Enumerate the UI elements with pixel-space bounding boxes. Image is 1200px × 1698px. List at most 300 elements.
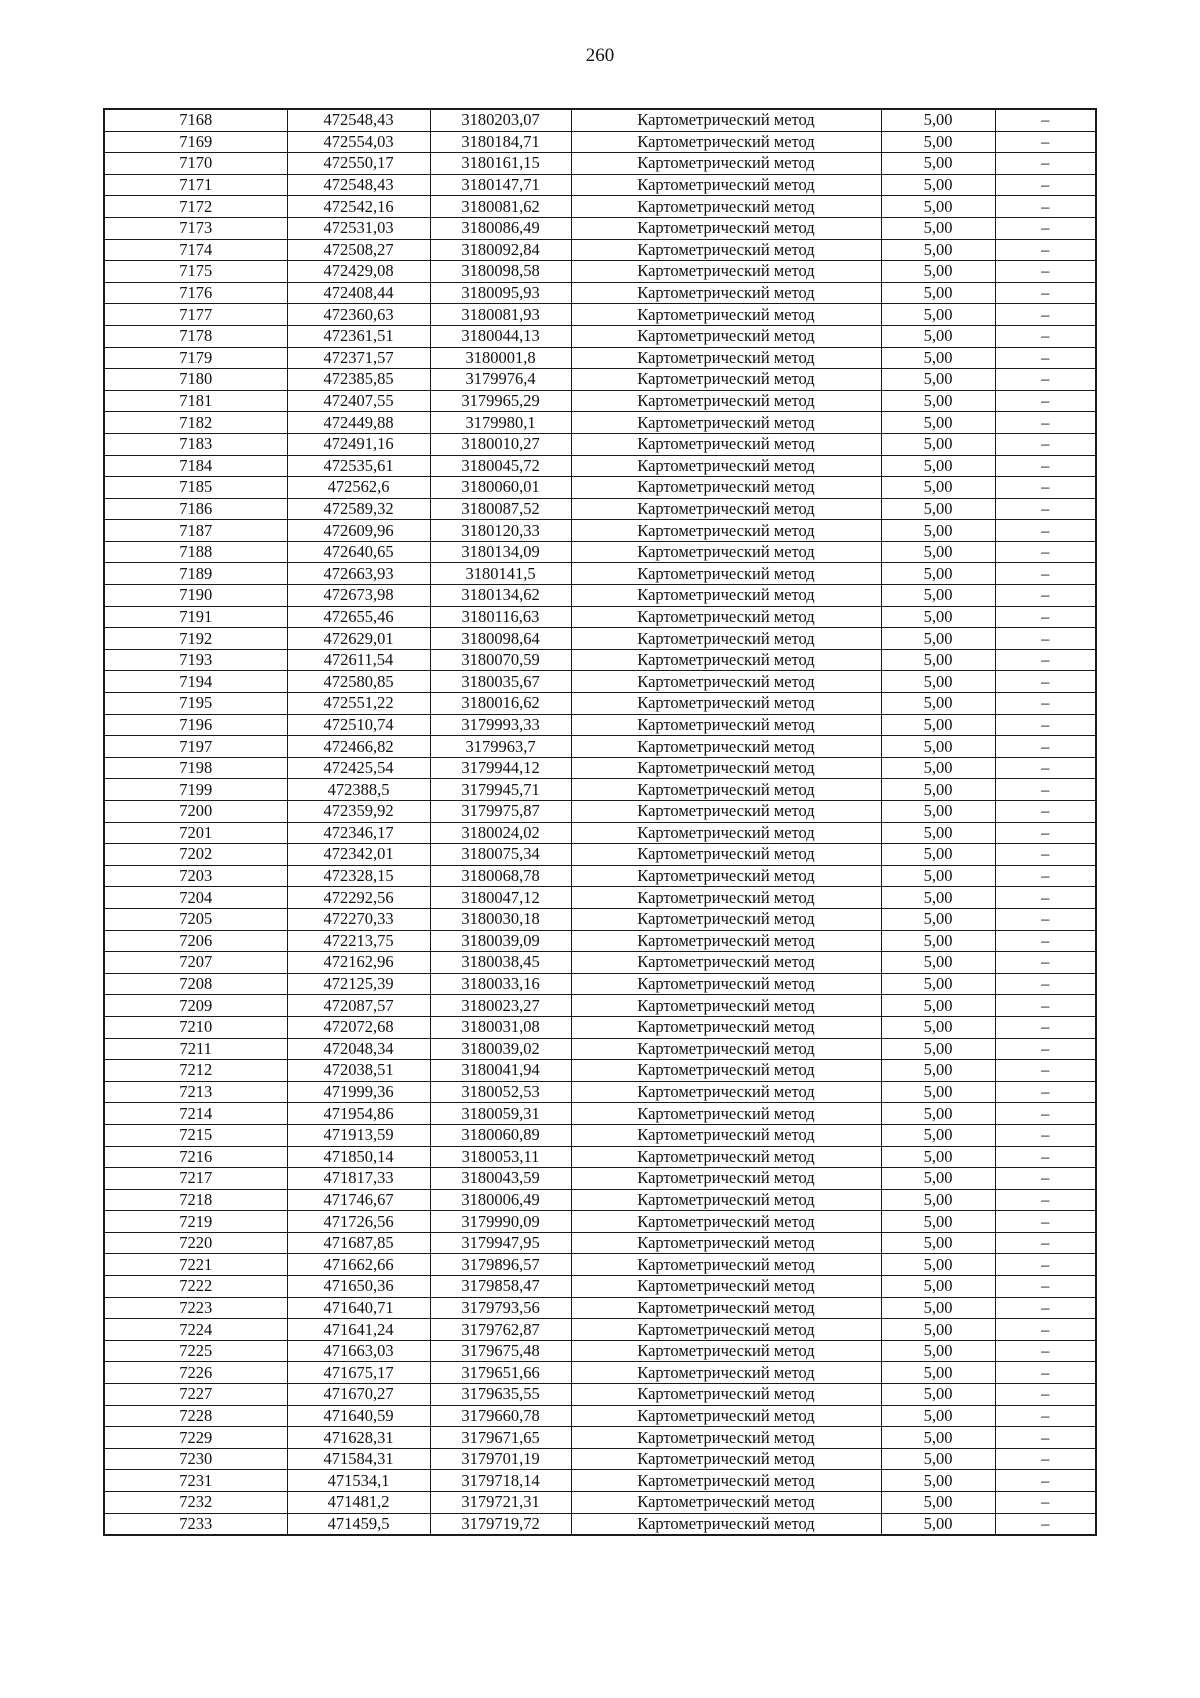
x-coordinate-cell: 472425,54 — [287, 757, 430, 779]
table-row — [104, 1060, 1096, 1082]
point-number-cell: 7180 — [104, 369, 287, 391]
method-cell: Картометрический метод — [571, 930, 881, 952]
x-coordinate-cell: 471640,71 — [287, 1297, 430, 1319]
accuracy-cell: 5,00 — [881, 1427, 995, 1449]
table-row — [104, 779, 1096, 801]
y-coordinate-cell: 3180043,59 — [430, 1168, 571, 1190]
y-coordinate-cell: 3180095,93 — [430, 282, 571, 304]
accuracy-cell: 5,00 — [881, 1362, 995, 1384]
table-row — [104, 1492, 1096, 1514]
accuracy-cell: 5,00 — [881, 477, 995, 499]
point-number-cell: 7201 — [104, 822, 287, 844]
accuracy-cell: 5,00 — [881, 628, 995, 650]
point-number-cell: 7220 — [104, 1232, 287, 1254]
x-coordinate-cell: 472629,01 — [287, 628, 430, 650]
x-coordinate-cell: 472328,15 — [287, 865, 430, 887]
method-cell: Картометрический метод — [571, 779, 881, 801]
accuracy-cell: 5,00 — [881, 1405, 995, 1427]
y-coordinate-cell: 3179993,33 — [430, 714, 571, 736]
point-number-cell: 7191 — [104, 606, 287, 628]
note-cell: – — [995, 606, 1096, 628]
x-coordinate-cell: 471662,66 — [287, 1254, 430, 1276]
method-cell: Картометрический метод — [571, 1060, 881, 1082]
table-row — [104, 520, 1096, 542]
x-coordinate-cell: 472535,61 — [287, 455, 430, 477]
method-cell: Картометрический метод — [571, 153, 881, 175]
coordinates-table-body — [104, 109, 1096, 1535]
table-row — [104, 952, 1096, 974]
method-cell: Картометрический метод — [571, 1016, 881, 1038]
table-row — [104, 1340, 1096, 1362]
method-cell: Картометрический метод — [571, 174, 881, 196]
note-cell: – — [995, 714, 1096, 736]
x-coordinate-cell: 472663,93 — [287, 563, 430, 585]
accuracy-cell: 5,00 — [881, 779, 995, 801]
point-number-cell: 7176 — [104, 282, 287, 304]
method-cell: Картометрический метод — [571, 1427, 881, 1449]
y-coordinate-cell: 3180033,16 — [430, 973, 571, 995]
note-cell: – — [995, 801, 1096, 823]
table-row — [104, 1276, 1096, 1298]
accuracy-cell: 5,00 — [881, 196, 995, 218]
note-cell: – — [995, 757, 1096, 779]
method-cell: Картометрический метод — [571, 1384, 881, 1406]
note-cell: – — [995, 1448, 1096, 1470]
y-coordinate-cell: 3179944,12 — [430, 757, 571, 779]
y-coordinate-cell: 3179965,29 — [430, 390, 571, 412]
accuracy-cell: 5,00 — [881, 952, 995, 974]
note-cell: – — [995, 908, 1096, 930]
point-number-cell: 7186 — [104, 498, 287, 520]
y-coordinate-cell: 3180006,49 — [430, 1189, 571, 1211]
x-coordinate-cell: 472360,63 — [287, 304, 430, 326]
table-row — [104, 369, 1096, 391]
y-coordinate-cell: 3179651,66 — [430, 1362, 571, 1384]
note-cell: – — [995, 369, 1096, 391]
method-cell: Картометрический метод — [571, 693, 881, 715]
point-number-cell: 7181 — [104, 390, 287, 412]
point-number-cell: 7188 — [104, 541, 287, 563]
y-coordinate-cell: 3180052,53 — [430, 1081, 571, 1103]
method-cell: Картометрический метод — [571, 1168, 881, 1190]
y-coordinate-cell: 3180031,08 — [430, 1016, 571, 1038]
method-cell: Картометрический метод — [571, 606, 881, 628]
y-coordinate-cell: 3180203,07 — [430, 109, 571, 131]
accuracy-cell: 5,00 — [881, 1081, 995, 1103]
point-number-cell: 7206 — [104, 930, 287, 952]
accuracy-cell: 5,00 — [881, 649, 995, 671]
y-coordinate-cell: 3180023,27 — [430, 995, 571, 1017]
x-coordinate-cell: 471913,59 — [287, 1124, 430, 1146]
table-row — [104, 239, 1096, 261]
table-row — [104, 174, 1096, 196]
x-coordinate-cell: 472589,32 — [287, 498, 430, 520]
note-cell: – — [995, 174, 1096, 196]
x-coordinate-cell: 472346,17 — [287, 822, 430, 844]
accuracy-cell: 5,00 — [881, 1319, 995, 1341]
accuracy-cell: 5,00 — [881, 585, 995, 607]
method-cell: Картометрический метод — [571, 1340, 881, 1362]
method-cell: Картометрический метод — [571, 455, 881, 477]
x-coordinate-cell: 471641,24 — [287, 1319, 430, 1341]
method-cell: Картометрический метод — [571, 995, 881, 1017]
x-coordinate-cell: 471481,2 — [287, 1492, 430, 1514]
x-coordinate-cell: 472371,57 — [287, 347, 430, 369]
accuracy-cell: 5,00 — [881, 1492, 995, 1514]
method-cell: Картометрический метод — [571, 1232, 881, 1254]
point-number-cell: 7215 — [104, 1124, 287, 1146]
method-cell: Картометрический метод — [571, 390, 881, 412]
point-number-cell: 7228 — [104, 1405, 287, 1427]
note-cell: – — [995, 1276, 1096, 1298]
table-row — [104, 736, 1096, 758]
accuracy-cell: 5,00 — [881, 930, 995, 952]
note-cell: – — [995, 239, 1096, 261]
point-number-cell: 7223 — [104, 1297, 287, 1319]
point-number-cell: 7226 — [104, 1362, 287, 1384]
accuracy-cell: 5,00 — [881, 801, 995, 823]
y-coordinate-cell: 3180087,52 — [430, 498, 571, 520]
point-number-cell: 7185 — [104, 477, 287, 499]
y-coordinate-cell: 3179990,09 — [430, 1211, 571, 1233]
table-row — [104, 1470, 1096, 1492]
x-coordinate-cell: 471584,31 — [287, 1448, 430, 1470]
y-coordinate-cell: 3179963,7 — [430, 736, 571, 758]
note-cell: – — [995, 455, 1096, 477]
method-cell: Картометрический метод — [571, 1470, 881, 1492]
x-coordinate-cell: 472580,85 — [287, 671, 430, 693]
note-cell: – — [995, 109, 1096, 131]
note-cell: – — [995, 1211, 1096, 1233]
table-row — [104, 196, 1096, 218]
method-cell: Картометрический метод — [571, 1513, 881, 1535]
table-row — [104, 1211, 1096, 1233]
accuracy-cell: 5,00 — [881, 109, 995, 131]
x-coordinate-cell: 471650,36 — [287, 1276, 430, 1298]
accuracy-cell: 5,00 — [881, 390, 995, 412]
point-number-cell: 7172 — [104, 196, 287, 218]
table-row — [104, 1146, 1096, 1168]
table-row — [104, 585, 1096, 607]
x-coordinate-cell: 472270,33 — [287, 908, 430, 930]
page-number: 260 — [585, 45, 615, 66]
point-number-cell: 7214 — [104, 1103, 287, 1125]
point-number-cell: 7170 — [104, 153, 287, 175]
point-number-cell: 7216 — [104, 1146, 287, 1168]
method-cell: Картометрический метод — [571, 1362, 881, 1384]
table-row — [104, 304, 1096, 326]
x-coordinate-cell: 471954,86 — [287, 1103, 430, 1125]
y-coordinate-cell: 3179762,87 — [430, 1319, 571, 1341]
note-cell: – — [995, 347, 1096, 369]
accuracy-cell: 5,00 — [881, 1016, 995, 1038]
accuracy-cell: 5,00 — [881, 736, 995, 758]
x-coordinate-cell: 472087,57 — [287, 995, 430, 1017]
note-cell: – — [995, 1016, 1096, 1038]
note-cell: – — [995, 1038, 1096, 1060]
y-coordinate-cell: 3179635,55 — [430, 1384, 571, 1406]
x-coordinate-cell: 472407,55 — [287, 390, 430, 412]
x-coordinate-cell: 472491,16 — [287, 433, 430, 455]
accuracy-cell: 5,00 — [881, 433, 995, 455]
y-coordinate-cell: 3180141,5 — [430, 563, 571, 585]
method-cell: Картометрический метод — [571, 1189, 881, 1211]
note-cell: – — [995, 995, 1096, 1017]
note-cell: – — [995, 1492, 1096, 1514]
y-coordinate-cell: 3180081,62 — [430, 196, 571, 218]
note-cell: – — [995, 930, 1096, 952]
point-number-cell: 7219 — [104, 1211, 287, 1233]
accuracy-cell: 5,00 — [881, 563, 995, 585]
y-coordinate-cell: 3180098,64 — [430, 628, 571, 650]
note-cell: – — [995, 1470, 1096, 1492]
x-coordinate-cell: 472611,54 — [287, 649, 430, 671]
note-cell: – — [995, 1168, 1096, 1190]
x-coordinate-cell: 472385,85 — [287, 369, 430, 391]
method-cell: Картометрический метод — [571, 1211, 881, 1233]
x-coordinate-cell: 471850,14 — [287, 1146, 430, 1168]
x-coordinate-cell: 472548,43 — [287, 109, 430, 131]
note-cell: – — [995, 1232, 1096, 1254]
accuracy-cell: 5,00 — [881, 1276, 995, 1298]
note-cell: – — [995, 887, 1096, 909]
y-coordinate-cell: 3179947,95 — [430, 1232, 571, 1254]
note-cell: – — [995, 196, 1096, 218]
method-cell: Картометрический метод — [571, 1081, 881, 1103]
accuracy-cell: 5,00 — [881, 520, 995, 542]
table-row — [104, 541, 1096, 563]
accuracy-cell: 5,00 — [881, 1470, 995, 1492]
accuracy-cell: 5,00 — [881, 498, 995, 520]
y-coordinate-cell: 3180039,09 — [430, 930, 571, 952]
y-coordinate-cell: 3180116,63 — [430, 606, 571, 628]
y-coordinate-cell: 3180060,89 — [430, 1124, 571, 1146]
y-coordinate-cell: 3180184,71 — [430, 131, 571, 153]
method-cell: Картометрический метод — [571, 844, 881, 866]
table-row — [104, 1384, 1096, 1406]
point-number-cell: 7199 — [104, 779, 287, 801]
y-coordinate-cell: 3179976,4 — [430, 369, 571, 391]
accuracy-cell: 5,00 — [881, 995, 995, 1017]
table-row — [104, 1254, 1096, 1276]
accuracy-cell: 5,00 — [881, 757, 995, 779]
method-cell: Картометрический метод — [571, 757, 881, 779]
point-number-cell: 7196 — [104, 714, 287, 736]
point-number-cell: 7210 — [104, 1016, 287, 1038]
x-coordinate-cell: 471999,36 — [287, 1081, 430, 1103]
table-row — [104, 1124, 1096, 1146]
note-cell: – — [995, 1189, 1096, 1211]
table-row — [104, 563, 1096, 585]
table-row — [104, 693, 1096, 715]
y-coordinate-cell: 3180068,78 — [430, 865, 571, 887]
method-cell: Картометрический метод — [571, 563, 881, 585]
accuracy-cell: 5,00 — [881, 1254, 995, 1276]
y-coordinate-cell: 3180098,58 — [430, 261, 571, 283]
x-coordinate-cell: 471687,85 — [287, 1232, 430, 1254]
method-cell: Картометрический метод — [571, 325, 881, 347]
note-cell: – — [995, 844, 1096, 866]
y-coordinate-cell: 3180041,94 — [430, 1060, 571, 1082]
table-row — [104, 1427, 1096, 1449]
y-coordinate-cell: 3180010,27 — [430, 433, 571, 455]
method-cell: Картометрический метод — [571, 822, 881, 844]
table-row — [104, 109, 1096, 131]
table-row — [104, 908, 1096, 930]
note-cell: – — [995, 736, 1096, 758]
y-coordinate-cell: 3180086,49 — [430, 217, 571, 239]
note-cell: – — [995, 671, 1096, 693]
y-coordinate-cell: 3180030,18 — [430, 908, 571, 930]
y-coordinate-cell: 3179701,19 — [430, 1448, 571, 1470]
point-number-cell: 7231 — [104, 1470, 287, 1492]
note-cell: – — [995, 649, 1096, 671]
y-coordinate-cell: 3180035,67 — [430, 671, 571, 693]
note-cell: – — [995, 952, 1096, 974]
point-number-cell: 7193 — [104, 649, 287, 671]
point-number-cell: 7182 — [104, 412, 287, 434]
note-cell: – — [995, 325, 1096, 347]
x-coordinate-cell: 472508,27 — [287, 239, 430, 261]
x-coordinate-cell: 471459,5 — [287, 1513, 430, 1535]
accuracy-cell: 5,00 — [881, 1168, 995, 1190]
accuracy-cell: 5,00 — [881, 325, 995, 347]
x-coordinate-cell: 472429,08 — [287, 261, 430, 283]
accuracy-cell: 5,00 — [881, 174, 995, 196]
point-number-cell: 7174 — [104, 239, 287, 261]
method-cell: Картометрический метод — [571, 736, 881, 758]
y-coordinate-cell: 3179719,72 — [430, 1513, 571, 1535]
y-coordinate-cell: 3180039,02 — [430, 1038, 571, 1060]
method-cell: Картометрический метод — [571, 131, 881, 153]
table-row — [104, 390, 1096, 412]
table-row — [104, 498, 1096, 520]
method-cell: Картометрический метод — [571, 1146, 881, 1168]
note-cell: – — [995, 1405, 1096, 1427]
accuracy-cell: 5,00 — [881, 1060, 995, 1082]
accuracy-cell: 5,00 — [881, 844, 995, 866]
table-row — [104, 801, 1096, 823]
accuracy-cell: 5,00 — [881, 153, 995, 175]
method-cell: Картометрический метод — [571, 908, 881, 930]
accuracy-cell: 5,00 — [881, 282, 995, 304]
note-cell: – — [995, 822, 1096, 844]
table-row — [104, 217, 1096, 239]
table-row — [104, 153, 1096, 175]
y-coordinate-cell: 3179718,14 — [430, 1470, 571, 1492]
y-coordinate-cell: 3180016,62 — [430, 693, 571, 715]
y-coordinate-cell: 3180059,31 — [430, 1103, 571, 1125]
note-cell: – — [995, 282, 1096, 304]
point-number-cell: 7211 — [104, 1038, 287, 1060]
y-coordinate-cell: 3180047,12 — [430, 887, 571, 909]
method-cell: Картометрический метод — [571, 952, 881, 974]
y-coordinate-cell: 3180053,11 — [430, 1146, 571, 1168]
note-cell: – — [995, 412, 1096, 434]
accuracy-cell: 5,00 — [881, 304, 995, 326]
point-number-cell: 7217 — [104, 1168, 287, 1190]
table-row — [104, 325, 1096, 347]
x-coordinate-cell: 472361,51 — [287, 325, 430, 347]
note-cell: – — [995, 520, 1096, 542]
y-coordinate-cell: 3179975,87 — [430, 801, 571, 823]
point-number-cell: 7171 — [104, 174, 287, 196]
method-cell: Картометрический метод — [571, 649, 881, 671]
point-number-cell: 7225 — [104, 1340, 287, 1362]
method-cell: Картометрический метод — [571, 1492, 881, 1514]
accuracy-cell: 5,00 — [881, 239, 995, 261]
method-cell: Картометрический метод — [571, 261, 881, 283]
method-cell: Картометрический метод — [571, 1297, 881, 1319]
table-row — [104, 477, 1096, 499]
method-cell: Картометрический метод — [571, 109, 881, 131]
x-coordinate-cell: 472388,5 — [287, 779, 430, 801]
note-cell: – — [995, 1427, 1096, 1449]
accuracy-cell: 5,00 — [881, 865, 995, 887]
method-cell: Картометрический метод — [571, 347, 881, 369]
method-cell: Картометрический метод — [571, 196, 881, 218]
method-cell: Картометрический метод — [571, 585, 881, 607]
point-number-cell: 7197 — [104, 736, 287, 758]
table-row — [104, 131, 1096, 153]
point-number-cell: 7179 — [104, 347, 287, 369]
note-cell: – — [995, 1146, 1096, 1168]
y-coordinate-cell: 3179675,48 — [430, 1340, 571, 1362]
point-number-cell: 7173 — [104, 217, 287, 239]
x-coordinate-cell: 471675,17 — [287, 1362, 430, 1384]
point-number-cell: 7232 — [104, 1492, 287, 1514]
point-number-cell: 7183 — [104, 433, 287, 455]
y-coordinate-cell: 3180147,71 — [430, 174, 571, 196]
point-number-cell: 7202 — [104, 844, 287, 866]
note-cell: – — [995, 498, 1096, 520]
y-coordinate-cell: 3180001,8 — [430, 347, 571, 369]
method-cell: Картометрический метод — [571, 541, 881, 563]
method-cell: Картометрический метод — [571, 433, 881, 455]
accuracy-cell: 5,00 — [881, 1297, 995, 1319]
note-cell: – — [995, 973, 1096, 995]
x-coordinate-cell: 472162,96 — [287, 952, 430, 974]
table-row — [104, 930, 1096, 952]
table-row — [104, 433, 1096, 455]
accuracy-cell: 5,00 — [881, 1448, 995, 1470]
table-row — [104, 1189, 1096, 1211]
accuracy-cell: 5,00 — [881, 1513, 995, 1535]
point-number-cell: 7227 — [104, 1384, 287, 1406]
x-coordinate-cell: 471663,03 — [287, 1340, 430, 1362]
method-cell: Картометрический метод — [571, 369, 881, 391]
method-cell: Картометрический метод — [571, 887, 881, 909]
point-number-cell: 7168 — [104, 109, 287, 131]
point-number-cell: 7194 — [104, 671, 287, 693]
accuracy-cell: 5,00 — [881, 369, 995, 391]
note-cell: – — [995, 563, 1096, 585]
accuracy-cell: 5,00 — [881, 1211, 995, 1233]
note-cell: – — [995, 1362, 1096, 1384]
table-row — [104, 1038, 1096, 1060]
x-coordinate-cell: 472554,03 — [287, 131, 430, 153]
accuracy-cell: 5,00 — [881, 671, 995, 693]
x-coordinate-cell: 472548,43 — [287, 174, 430, 196]
y-coordinate-cell: 3180060,01 — [430, 477, 571, 499]
accuracy-cell: 5,00 — [881, 693, 995, 715]
x-coordinate-cell: 472550,17 — [287, 153, 430, 175]
method-cell: Картометрический метод — [571, 1103, 881, 1125]
y-coordinate-cell: 3180092,84 — [430, 239, 571, 261]
point-number-cell: 7178 — [104, 325, 287, 347]
table-row — [104, 822, 1096, 844]
y-coordinate-cell: 3180045,72 — [430, 455, 571, 477]
